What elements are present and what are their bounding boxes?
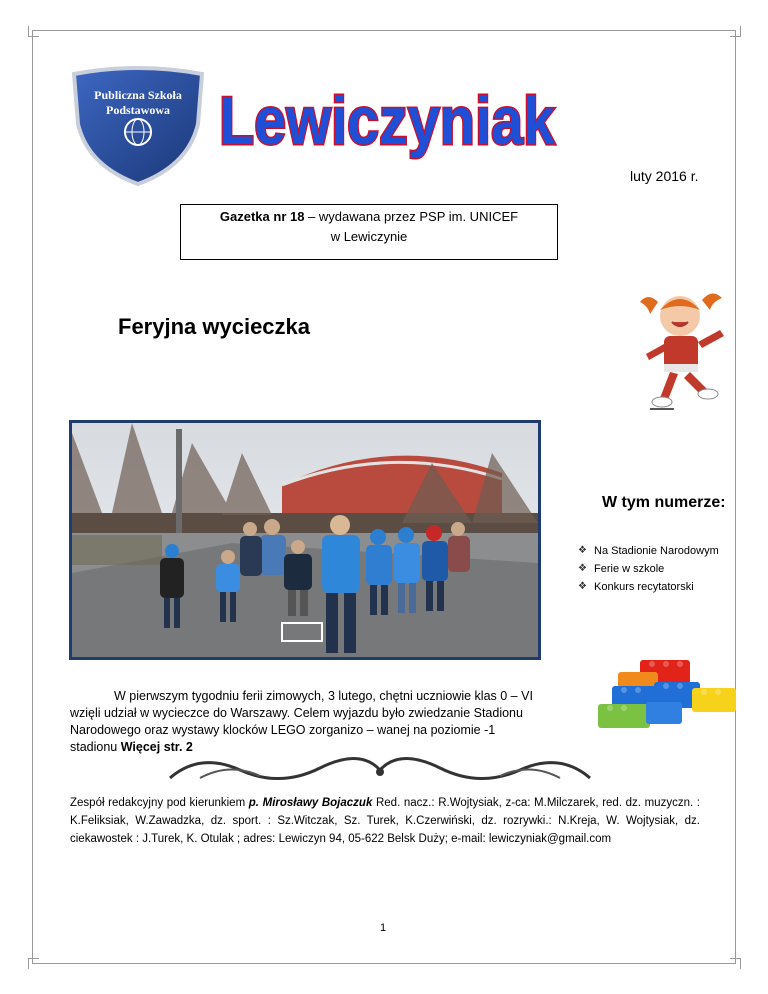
lego-bricks-illustration xyxy=(596,652,742,734)
page-number: 1 xyxy=(380,922,387,934)
crest-line: Publiczna Szkoła xyxy=(94,88,182,102)
school-crest-logo xyxy=(70,62,206,186)
article-headline: Feryjna wycieczka xyxy=(118,314,311,339)
toc-item xyxy=(578,542,719,560)
credits-editor: p. Mirosławy Bojaczuk xyxy=(248,797,373,809)
article-body xyxy=(70,688,540,756)
toc-item-label: Konkurs recytatorski xyxy=(594,581,694,593)
trip-photo xyxy=(69,420,541,660)
toc-item-label: Ferie w szkole xyxy=(594,563,665,575)
diamond-bullet-icon: ❖ xyxy=(578,545,587,556)
diamond-bullet-icon: ❖ xyxy=(578,563,587,574)
issue-info-box xyxy=(180,204,558,260)
corner-mark xyxy=(730,958,741,969)
masthead-text: Lewiczyniak xyxy=(219,83,556,159)
crest-line: Podstawowa xyxy=(105,103,170,117)
toc-item xyxy=(578,578,719,596)
corner-mark xyxy=(730,26,741,37)
crest-lettering xyxy=(70,88,206,118)
skating-girl-illustration xyxy=(628,288,734,418)
continued-link[interactable]: Więcej str. 2 xyxy=(120,740,193,754)
editorial-credits xyxy=(70,794,700,848)
diamond-bullet-icon: ❖ xyxy=(578,581,587,592)
toc-title: W tym numerze: xyxy=(602,494,726,511)
corner-mark xyxy=(28,26,39,37)
decorative-scroll-ornament xyxy=(160,748,600,792)
corner-mark xyxy=(28,958,39,969)
toc-list xyxy=(578,542,719,596)
credits-prefix: Zespół redakcyjny pod kierunkiem xyxy=(70,797,249,809)
issue-publisher: – wydawana przez PSP im. UNICEF xyxy=(304,209,519,224)
credits-rest: Red. nacz.: R.Wojtysiak, z-ca: M.Milczarek, red. dz. muzyczn. : K.Feliksiak, W.Zawadzka, dz. sport. : Sz.Witczak, Sz. Turek, K.Czerwiński, dz. rozrywki.: N.Kreja, W. Wojtysiak, dz. ciekawostek : J.Turek, K. Otulak ; adres: Lewiczyn 94, 05-622 Belsk Duży; e-mail: lewiczyniak@gmail.com xyxy=(70,797,700,845)
article-text: W pierwszym tygodniu ferii zimowych, 3 lutego, chętni uczniowie klas 0 – VI wzięli udział w wycieczce do Warszawy. Celem wyjazdu było zwiedzanie Stadionu Narodowego oraz wystawy klocków LEGO zorganizo – wanej na poziomie -1 stadionu xyxy=(70,689,533,754)
toc-item xyxy=(578,560,719,578)
issue-date: luty 2016 r. xyxy=(630,168,699,184)
masthead-title xyxy=(214,80,560,158)
issue-location: w Lewiczynie xyxy=(330,229,408,244)
issue-number: Gazetka nr 18 xyxy=(219,209,305,224)
toc-item-label: Na Stadionie Narodowym xyxy=(594,545,719,557)
